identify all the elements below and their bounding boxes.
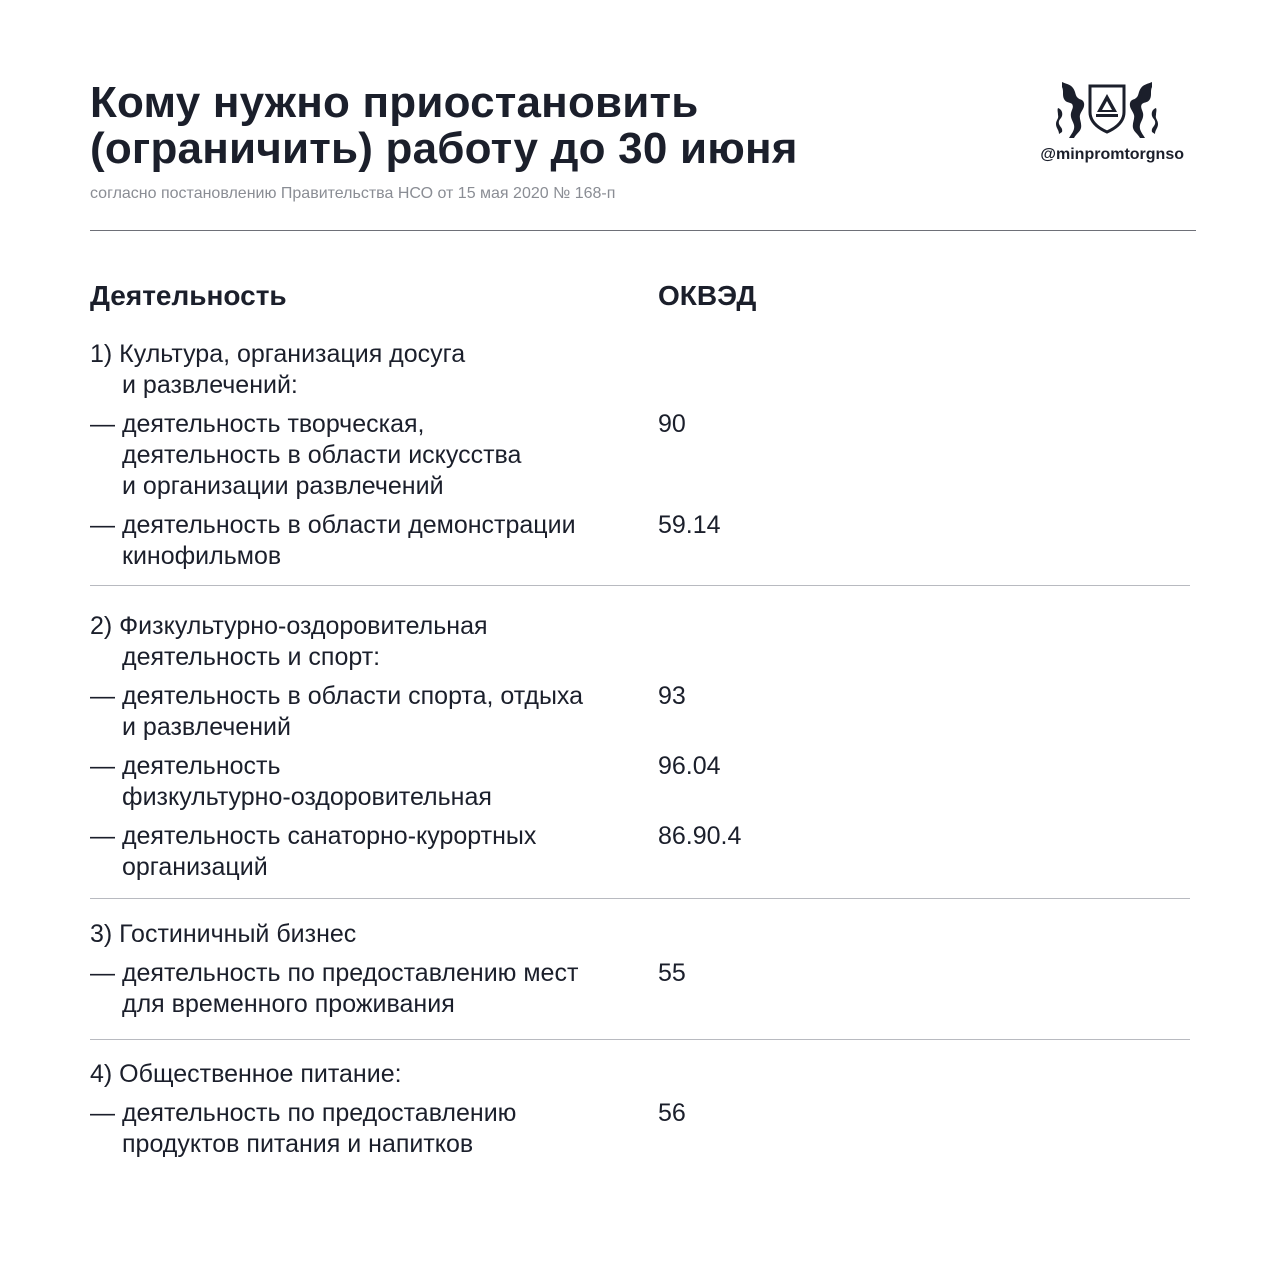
item-text-cont: организаций	[122, 853, 268, 881]
item-text: — деятельность в области демонстрации	[90, 511, 576, 539]
item-text: — деятельность	[90, 752, 281, 780]
header-divider	[90, 230, 1196, 231]
item-text: — деятельность творческая,	[90, 410, 425, 438]
table-header	[0, 280, 1280, 320]
okved-code: 59.14	[658, 511, 721, 539]
title-line-2: (ограничить) работу до 30 июня	[90, 124, 798, 173]
item-text-cont: кинофильмов	[122, 542, 282, 570]
section-heading: 1) Культура, организация досуга	[90, 340, 466, 368]
okved-code: 56	[658, 1099, 686, 1127]
item-text: — деятельность санаторно-курортных	[90, 822, 537, 850]
title-line-1: Кому нужно приостановить	[90, 78, 699, 127]
column-header-activity: Деятельность	[90, 280, 287, 311]
section-divider	[90, 585, 1190, 586]
item-text: — деятельность по предоставлению	[90, 1099, 517, 1127]
section-divider	[90, 898, 1190, 899]
page-title	[90, 80, 798, 172]
item-text-cont: и развлечений	[122, 713, 291, 741]
okved-code: 86.90.4	[658, 822, 742, 850]
item-text-cont: и организации развлечений	[122, 472, 444, 500]
item-text: — деятельность в области спорта, отдыха	[90, 682, 584, 710]
page-subtitle: согласно постановлению Правительства НСО от 15 мая 2020 № 168-п	[90, 185, 616, 202]
section-heading-cont: деятельность и спорт:	[122, 643, 381, 671]
item-text: — деятельность по предоставлению мест	[90, 959, 579, 987]
section-heading: 2) Физкультурно-оздоровительная	[90, 612, 488, 640]
column-header-okved: ОКВЭД	[658, 280, 757, 311]
item-text-cont: для временного проживания	[122, 990, 455, 1018]
section-heading: 4) Общественное питание:	[90, 1060, 402, 1088]
section-heading-cont: и развлечений:	[122, 371, 298, 399]
coat-of-arms-icon	[1056, 78, 1158, 140]
okved-code: 55	[658, 959, 686, 987]
section-heading: 3) Гостиничный бизнес	[90, 920, 357, 948]
okved-code: 96.04	[658, 752, 721, 780]
okved-code: 93	[658, 682, 686, 710]
okved-code: 90	[658, 410, 686, 438]
section-divider	[90, 1039, 1190, 1040]
item-text-cont: физкультурно-оздоровительная	[122, 783, 492, 811]
item-text-cont: деятельность в области искусства	[122, 441, 522, 469]
item-text-cont: продуктов питания и напитков	[122, 1130, 474, 1158]
social-handle[interactable]: @minpromtorgnso	[1040, 146, 1184, 163]
